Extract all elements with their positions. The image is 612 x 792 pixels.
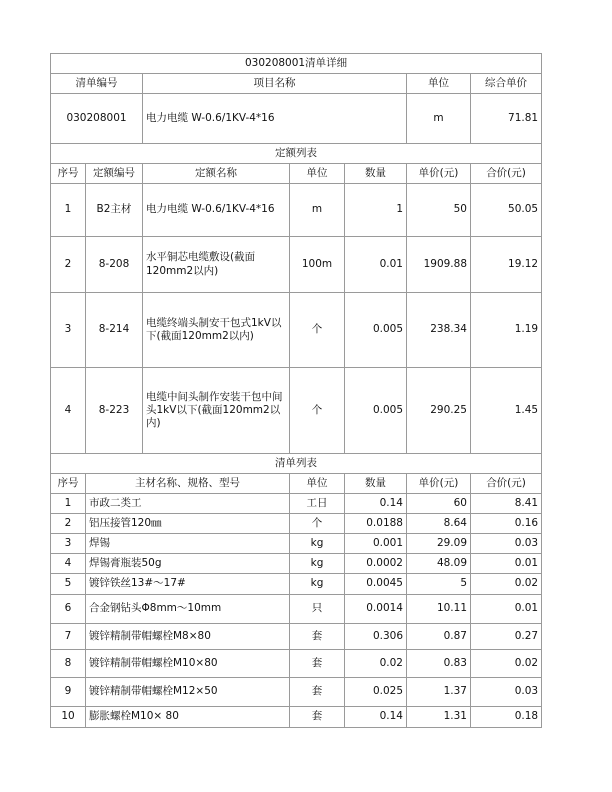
material-total: 0.02 [471,650,542,678]
material-total: 0.27 [471,624,542,650]
materials-header-qty: 数量 [345,474,407,494]
material-name: 焊锡 [86,534,290,554]
material-total: 0.03 [471,678,542,707]
material-row [51,514,542,534]
material-name: 铝压接管120㎜ [86,514,290,534]
item-row [51,94,542,144]
quota-total: 50.05 [471,184,542,237]
material-total: 0.18 [471,707,542,728]
item-name: 电力电缆 W-0.6/1KV-4*16 [143,94,407,144]
material-unit: 套 [290,624,345,650]
material-unit: 套 [290,707,345,728]
material-unit-price: 0.83 [407,650,471,678]
item-unit: m [407,94,471,144]
quota-seq: 1 [51,184,86,237]
quota-header-unit: 单位 [290,164,345,184]
material-name: 镀锌精制带帽螺栓M12×50 [86,678,290,707]
item-header-row [51,74,542,94]
quota-code: 8-214 [86,293,143,368]
material-row [51,574,542,595]
material-qty: 0.0002 [345,554,407,574]
quota-unit: 100m [290,237,345,293]
header-code: 清单编号 [51,74,143,94]
material-unit-price: 0.87 [407,624,471,650]
material-seq: 2 [51,514,86,534]
quota-code: B2主材 [86,184,143,237]
materials-header-unit-price: 单价(元) [407,474,471,494]
material-qty: 0.14 [345,494,407,514]
quota-header-row [51,164,542,184]
quota-header-total: 合价(元) [471,164,542,184]
material-row [51,554,542,574]
materials-header-name: 主材名称、规格、型号 [86,474,290,494]
material-seq: 6 [51,595,86,624]
material-qty: 0.0188 [345,514,407,534]
material-unit-price: 48.09 [407,554,471,574]
header-name: 项目名称 [143,74,407,94]
material-unit: 套 [290,678,345,707]
quota-qty: 0.005 [345,293,407,368]
material-unit: kg [290,574,345,595]
quota-row [51,184,542,237]
material-row [51,595,542,624]
material-unit-price: 1.31 [407,707,471,728]
quota-total: 1.19 [471,293,542,368]
material-seq: 1 [51,494,86,514]
material-total: 8.41 [471,494,542,514]
title-row [51,54,542,74]
material-row [51,494,542,514]
quota-unit-price: 50 [407,184,471,237]
quota-header-name: 定额名称 [143,164,290,184]
sheet-title: 030208001清单详细 [51,54,542,74]
material-unit-price: 29.09 [407,534,471,554]
quota-unit: 个 [290,293,345,368]
header-price: 综合单价 [471,74,542,94]
material-total: 0.01 [471,595,542,624]
material-unit: 只 [290,595,345,624]
quota-name: 电缆终端头制安干包式1kV以下(截面120mm2以内) [143,293,290,368]
material-seq: 10 [51,707,86,728]
item-price: 71.81 [471,94,542,144]
material-qty: 0.0045 [345,574,407,595]
material-row [51,707,542,728]
quota-unit: 个 [290,368,345,454]
item-code: 030208001 [51,94,143,144]
quota-total: 1.45 [471,368,542,454]
quota-code: 8-208 [86,237,143,293]
quota-header-qty: 数量 [345,164,407,184]
quota-seq: 3 [51,293,86,368]
quota-section-title: 定额列表 [51,144,542,164]
material-total: 0.02 [471,574,542,595]
material-qty: 0.306 [345,624,407,650]
quota-seq: 4 [51,368,86,454]
material-total: 0.16 [471,514,542,534]
material-unit-price: 1.37 [407,678,471,707]
material-total: 0.03 [471,534,542,554]
material-name: 膨胀螺栓M10× 80 [86,707,290,728]
quota-unit-price: 290.25 [407,368,471,454]
material-row [51,534,542,554]
material-unit-price: 60 [407,494,471,514]
quota-seq: 2 [51,237,86,293]
material-row [51,678,542,707]
materials-section-row [51,454,542,474]
material-row [51,650,542,678]
material-seq: 9 [51,678,86,707]
material-seq: 4 [51,554,86,574]
material-qty: 0.02 [345,650,407,678]
quota-unit: m [290,184,345,237]
quota-row [51,293,542,368]
quota-unit-price: 1909.88 [407,237,471,293]
material-seq: 8 [51,650,86,678]
material-unit-price: 10.11 [407,595,471,624]
quota-row [51,237,542,293]
quota-name: 电力电缆 W-0.6/1KV-4*16 [143,184,290,237]
quota-unit-price: 238.34 [407,293,471,368]
quota-code: 8-223 [86,368,143,454]
material-name: 市政二类工 [86,494,290,514]
materials-header-total: 合价(元) [471,474,542,494]
material-unit-price: 5 [407,574,471,595]
material-name: 合金钢钻头Φ8mm～10mm [86,595,290,624]
material-row [51,624,542,650]
material-name: 镀锌精制带帽螺栓M10×80 [86,650,290,678]
materials-header-row [51,474,542,494]
quota-header-unit-price: 单价(元) [407,164,471,184]
quota-row [51,368,542,454]
quota-header-code: 定额编号 [86,164,143,184]
materials-header-seq: 序号 [51,474,86,494]
material-unit: kg [290,534,345,554]
material-qty: 0.025 [345,678,407,707]
header-unit: 单位 [407,74,471,94]
material-unit: 工日 [290,494,345,514]
quota-qty: 1 [345,184,407,237]
materials-section-title: 清单列表 [51,454,542,474]
quota-name: 电缆中间头制作安装干包中间头1kV以下(截面120mm2以内) [143,368,290,454]
quota-qty: 0.01 [345,237,407,293]
material-qty: 0.0014 [345,595,407,624]
bill-detail-table [50,53,542,728]
material-unit: 个 [290,514,345,534]
material-name: 镀锌铁丝13#～17# [86,574,290,595]
material-name: 镀锌精制带帽螺栓M8×80 [86,624,290,650]
quota-name: 水平铜芯电缆敷设(截面120mm2以内) [143,237,290,293]
materials-header-unit: 单位 [290,474,345,494]
material-unit-price: 8.64 [407,514,471,534]
material-name: 焊锡膏瓶装50g [86,554,290,574]
quota-qty: 0.005 [345,368,407,454]
material-total: 0.01 [471,554,542,574]
material-seq: 5 [51,574,86,595]
material-unit: 套 [290,650,345,678]
material-qty: 0.001 [345,534,407,554]
quota-header-seq: 序号 [51,164,86,184]
quota-section-row [51,144,542,164]
material-seq: 7 [51,624,86,650]
material-seq: 3 [51,534,86,554]
quota-total: 19.12 [471,237,542,293]
material-qty: 0.14 [345,707,407,728]
material-unit: kg [290,554,345,574]
